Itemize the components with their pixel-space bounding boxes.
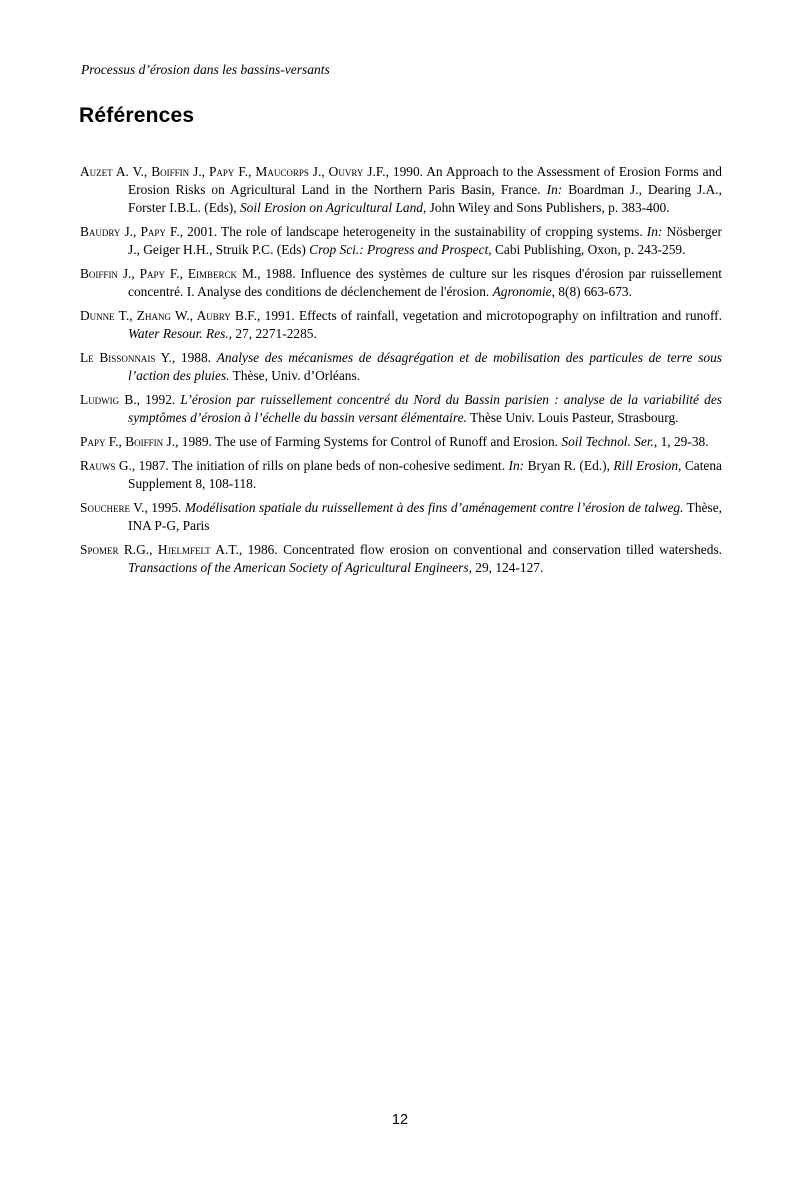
reference-segment-italic: Analyse des mécanismes de désagrégation et de mobilisation des particules de terre sous l’action des pluies. [128,350,723,383]
reference-entry [80,457,722,493]
reference-segment-regular: , 1988. [171,350,217,365]
reference-entry [80,391,722,427]
reference-entry [80,163,722,217]
reference-segment-italic: Rill Erosion, [613,458,682,473]
reference-segment-regular: , 1995. [144,500,185,515]
reference-segment-regular: , 8(8) 663-673. [551,284,632,299]
reference-segment-regular: , 2001. The role of landscape heterogeneity in the sustainability of cropping systems. [179,224,647,239]
reference-segment-smallcaps: Ludwig B. [80,392,137,407]
reference-entry [80,265,722,301]
references-list [80,163,722,583]
reference-segment-italic: Agronomie [492,284,552,299]
reference-segment-regular: 1, 29-38. [657,434,709,449]
reference-segment-smallcaps: Le Bissonnais Y. [80,350,172,365]
reference-segment-italic: Modélisation spatiale du ruissellement à des fins d’aménagement contre l’érosion de talweg. [184,500,684,515]
reference-segment-italic: In: [508,458,525,473]
reference-entry [80,499,722,535]
reference-segment-smallcaps: Baudry J., Papy F. [80,224,180,239]
reference-segment-regular: , 1990. An Approach to the Assessment of Erosion Forms and Erosion Risks on Agricultural Land in the Northern Paris Basin, France. [128,164,722,197]
reference-segment-regular: , 1991. Effects of rainfall, vegetation and microtopography on infiltration and runoff. [257,308,722,323]
reference-segment-italic: Transactions of the American Society of Agricultural Engineers, [128,560,472,575]
page-number: 12 [391,1112,409,1128]
reference-segment-italic: L’érosion par ruissellement concentré du Nord du Bassin parisien : analyse de la variabilité des symptômes d’érosion à l’échelle du bassin versant élémentaire. [128,392,722,425]
reference-segment-smallcaps: Rauws G. [80,458,132,473]
reference-entry [80,223,722,259]
reference-segment-regular: Nösberger J., Geiger H.H., Struik P.C. (Eds) [128,224,722,257]
reference-segment-regular: , 1986. Concentrated flow erosion on conventional and conservation tilled watersheds. [238,542,722,557]
reference-entry [80,541,722,577]
reference-segment-regular: Bryan R. (Ed.), [524,458,614,473]
reference-segment-regular: 27, 2271-2285. [232,326,317,341]
reference-segment-smallcaps: Dunne T., Zhang W., Aubry B.F. [80,308,258,323]
reference-segment-regular: , 1989. The use of Farming Systems for Control of Runoff and Erosion. [175,434,562,449]
reference-segment-smallcaps: Auzet A. V., Boiffin J., Papy F., Maucorps J., Ouvry J.F. [80,164,386,179]
reference-segment-smallcaps: Souchere V. [80,500,145,515]
reference-segment-regular: , John Wiley and Sons Publishers, p. 383-400. [422,200,670,215]
running-header: Processus d’érosion dans les bassins-versants [81,62,330,77]
reference-segment-regular: , Cabi Publishing, Oxon, p. 243-259. [488,242,686,257]
reference-segment-regular: , 1992. [136,392,181,407]
page-title: Références [79,104,195,127]
reference-segment-italic: Soil Technol. Ser., [561,434,658,449]
reference-segment-italic: In: [646,224,663,239]
reference-segment-smallcaps: Boiffin J., Papy F., Eimberck M. [80,266,258,281]
reference-segment-regular: Thèse, INA P-G, Paris [128,500,723,533]
reference-segment-regular: Boardman J., Dearing J.A., Forster I.B.L. (Eds), [128,182,722,215]
reference-entry [80,307,722,343]
reference-segment-italic: In: [546,182,563,197]
reference-segment-regular: Thèse, Univ. d’Orléans. [229,368,361,383]
reference-segment-smallcaps: Spomer R.G., Hjelmfelt A.T. [80,542,239,557]
reference-segment-smallcaps: Papy F., Boiffin J. [80,434,176,449]
reference-segment-italic: Crop Sci.: Progress and Prospect [309,242,489,257]
reference-segment-italic: Soil Erosion on Agricultural Land [239,200,423,215]
reference-segment-regular: Catena Supplement 8, 108-118. [128,458,722,491]
reference-segment-italic: Water Resour. Res., [128,326,233,341]
reference-entry [80,433,722,451]
reference-segment-regular: Thèse Univ. Louis Pasteur, Strasbourg. [466,410,679,425]
reference-segment-regular: , 1988. Influence des systèmes de culture sur les risques d'érosion par ruissellement concentré. I. Analyse des conditions de déclenchement de l'érosion. [128,266,722,299]
reference-entry [80,349,722,385]
reference-segment-regular: , 1987. The initiation of rills on plane beds of non-cohesive sediment. [131,458,509,473]
reference-segment-regular: 29, 124-127. [471,560,544,575]
